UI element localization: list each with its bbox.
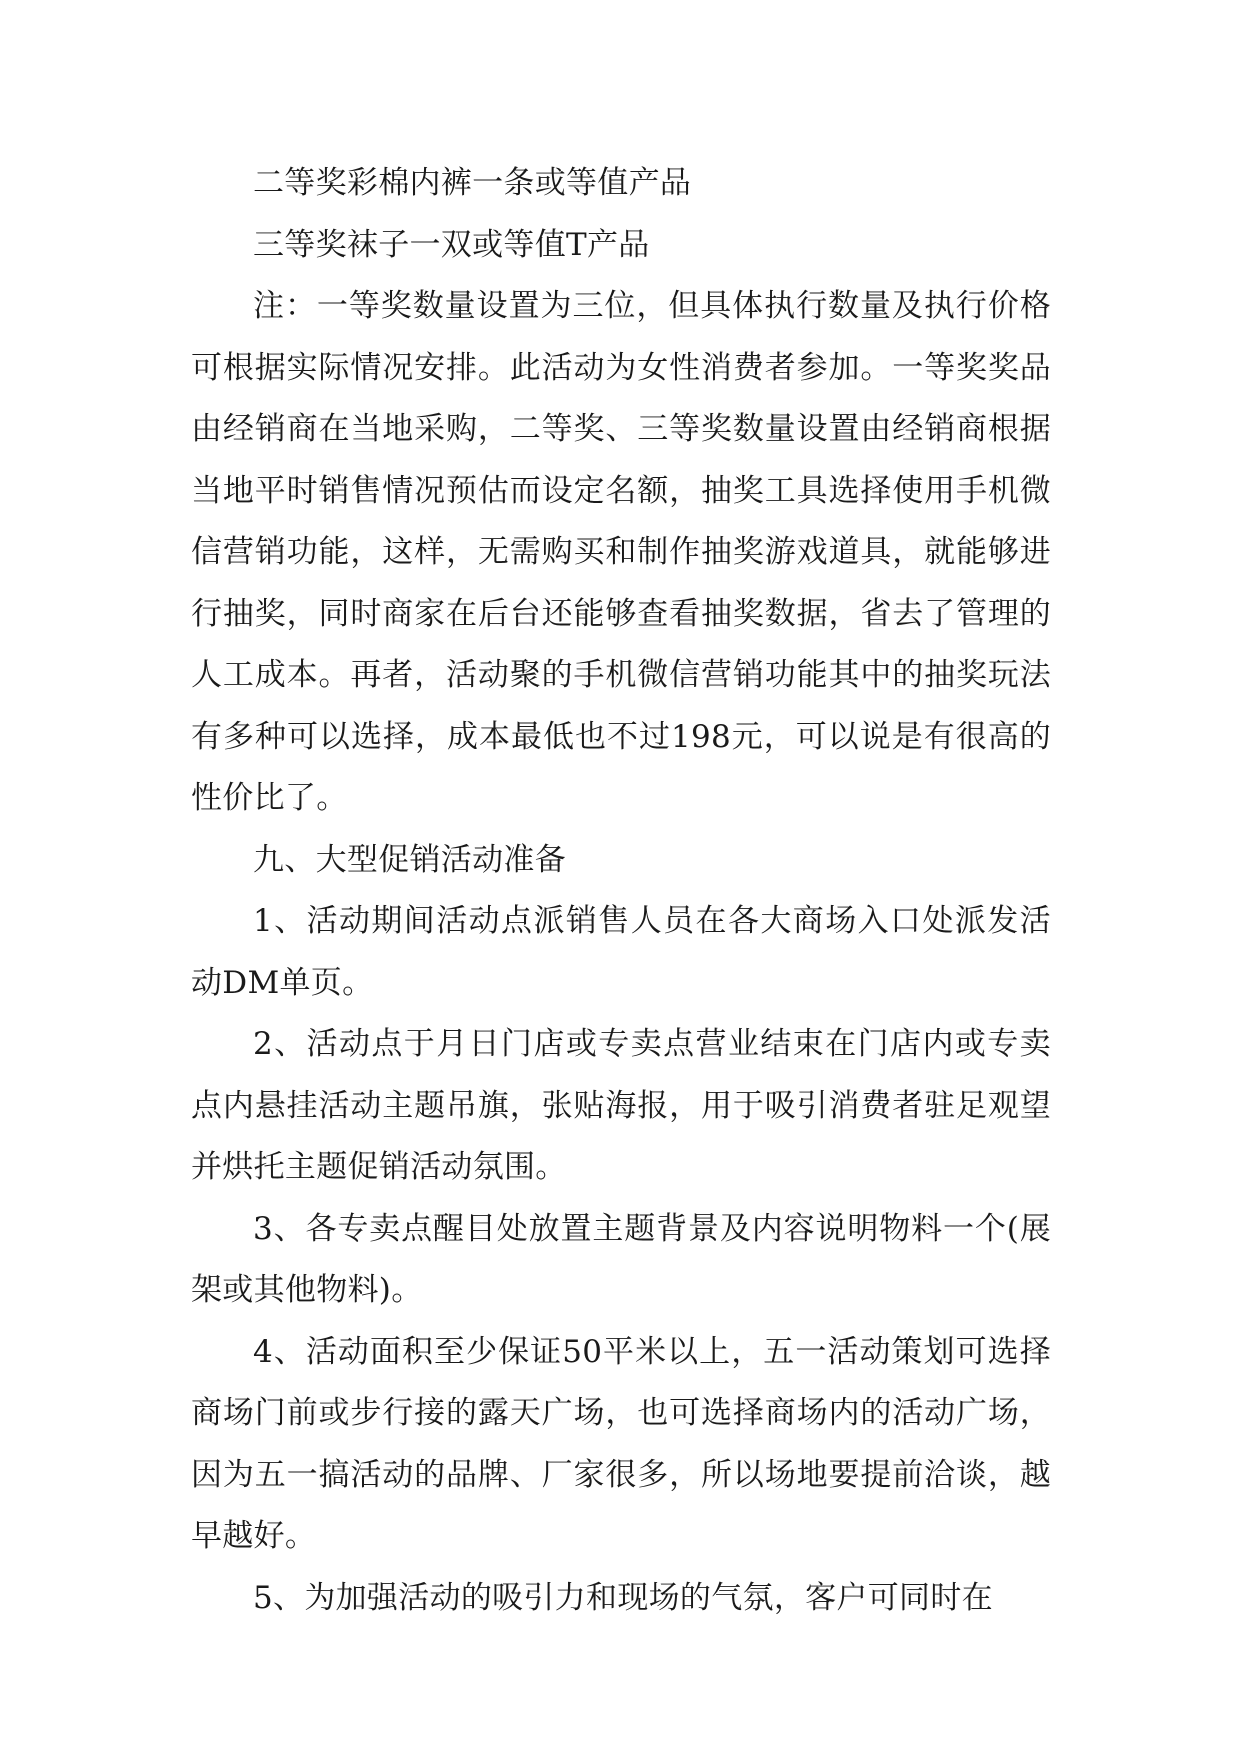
paragraph-item-3: 3、各专卖点醒目处放置主题背景及内容说明物料一个(展架或其他物料)。: [191, 1210, 1051, 1308]
paragraph-item-2: 2、活动点于月日门店或专卖点营业结束在门店内或专卖点内悬挂活动主题吊旗，张贴海报，用于吸引消费者驻足观望并烘托主题促销活动氛围。: [191, 1026, 1051, 1185]
section-heading-preparation: 九、大型促销活动准备: [253, 841, 566, 878]
document-body: [191, 153, 1051, 1629]
paragraph-second-prize: 二等奖彩棉内裤一条或等值产品: [253, 165, 692, 201]
paragraph-item-5: 5、为加强活动的吸引力和现场的气氛，客户可同时在: [253, 1579, 993, 1616]
paragraph-item-1: 1、活动期间活动点派销售人员在各大商场入口处派发活动DM单页。: [191, 903, 1051, 1001]
paragraph-note: 注：一等奖数量设置为三位，但具体执行数量及执行价格可根据实际情况安排。此活动为女性消费者参加。一等奖奖品由经销商在当地采购，二等奖、三等奖数量设置由经销商根据当地平时销售情况预估而设定名额，抽奖工具选择使用手机微信营销功能，这样，无需购买和制作抽奖游戏道具，就能够进行抽奖，同时商家在后台还能够查看抽奖数据，省去了管理的人工成本。再者，活动聚的手机微信营销功能其中的抽奖玩法有多种可以选择，成本最低也不过198元，可以说是有很高的性价比了。: [191, 288, 1051, 816]
paragraph-third-prize: 三等奖袜子一双或等值T产品: [253, 226, 650, 263]
paragraph-item-4: 4、活动面积至少保证50平米以上，五一活动策划可选择商场门前或步行接的露天广场，也可选择商场内的活动广场，因为五一搞活动的品牌、厂家很多，所以场地要提前洽谈，越早越好。: [191, 1333, 1051, 1554]
